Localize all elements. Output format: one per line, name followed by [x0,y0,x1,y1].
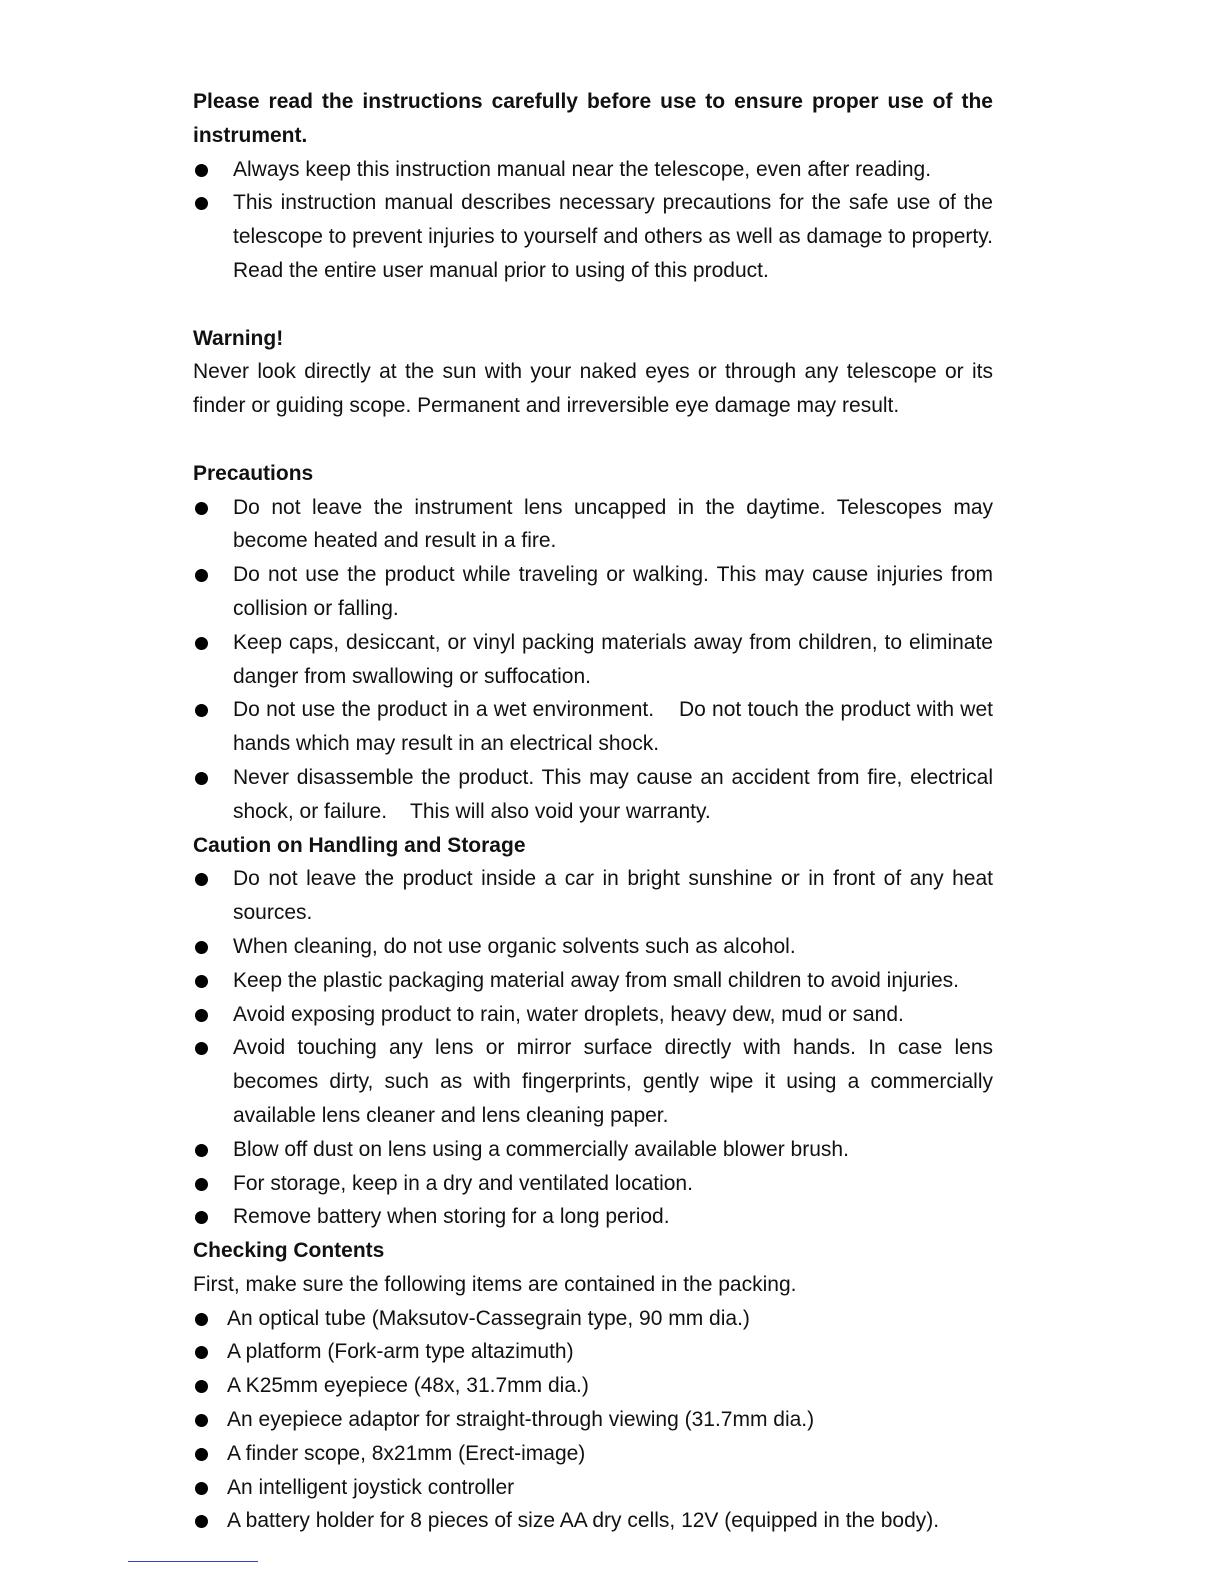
list-item: An intelligent joystick controller [193,1471,993,1505]
list-item: Remove battery when storing for a long period. [193,1200,993,1234]
warning-text: Never look directly at the sun with your naked eyes or through any telescope or its finder or guiding scope. Permanent and irreversible eye damage may result. [193,360,993,418]
list-item: Always keep this instruction manual near the telescope, even after reading. [193,153,993,187]
list-item: This instruction manual describes necessary precautions for the safe use of the telescope to prevent injuries to yourself and others as well as damage to property. Read the entire user manual prior to using of this product. [193,186,993,287]
footer-rule [128,1561,258,1562]
contents-heading: Checking Contents [193,1239,385,1263]
list-item: Avoid exposing product to rain, water droplets, heavy dew, mud or sand. [193,998,993,1032]
intro-heading: Please read the instructions carefully before use to ensure proper use of the instrument. [193,90,993,147]
bullet-icon [195,1515,208,1528]
contents-intro: First, make sure the following items are contained in the packing. [193,1272,797,1296]
bullet-icon [195,1178,208,1191]
bullet-icon [195,1211,208,1224]
bullet-icon [195,164,208,177]
bullet-icon [195,1482,208,1495]
list-item: Do not leave the product inside a car in bright sunshine or in front of any heat sources. [193,862,993,930]
list-item: A finder scope, 8x21mm (Erect-image) [193,1437,993,1471]
handling-heading: Caution on Handling and Storage [193,833,526,857]
list-item: Do not use the product in a wet environment. Do not touch the product with wet hands which may result in an electrical shock. [193,693,993,761]
bullet-icon [195,1042,208,1055]
bullet-icon [195,1009,208,1022]
list-item: An optical tube (Maksutov-Cassegrain type, 90 mm dia.) [193,1302,993,1336]
bullet-icon [195,941,208,954]
bullet-icon [195,1448,208,1461]
list-item: Never disassemble the product. This may cause an accident from fire, electrical shock, or failure. This will also void your warranty. [193,761,993,829]
precautions-heading: Precautions [193,461,314,485]
list-item: A battery holder for 8 pieces of size AA dry cells, 12V (equipped in the body). [193,1504,993,1538]
list-item: When cleaning, do not use organic solvents such as alcohol. [193,930,993,964]
bullet-icon [195,502,208,515]
list-item: Keep caps, desiccant, or vinyl packing materials away from children, to eliminate danger from swallowing or suffocation. [193,626,993,694]
list-item: A K25mm eyepiece (48x, 31.7mm dia.) [193,1369,993,1403]
list-item: Keep the plastic packaging material away from small children to avoid injuries. [193,964,993,998]
bullet-icon [195,873,208,886]
list-item: Avoid touching any lens or mirror surface directly with hands. In case lens becomes dirty, such as with fingerprints, gently wipe it using a commercially available lens cleaner and lens cleaning paper. [193,1031,993,1132]
list-item: Do not use the product while traveling or walking. This may cause injuries from collision or falling. [193,558,993,626]
bullet-icon [195,569,208,582]
list-item: Do not leave the instrument lens uncapped in the daytime. Telescopes may become heated and result in a fire. [193,491,993,559]
section-spacer [193,288,993,322]
bullet-icon [195,197,208,210]
handling-list [193,862,993,1234]
bullet-icon [195,637,208,650]
list-item: A platform (Fork-arm type altazimuth) [193,1335,993,1369]
warning-heading: Warning! [193,326,284,350]
bullet-icon [195,1346,208,1359]
bullet-icon [195,704,208,717]
list-item: For storage, keep in a dry and ventilated location. [193,1167,993,1201]
precautions-list [193,491,999,829]
intro-list [193,153,993,288]
bullet-icon [195,975,208,988]
manual-page [193,85,999,1538]
bullet-icon [195,772,208,785]
bullet-icon [195,1144,208,1157]
bullet-icon [195,1414,208,1427]
list-item: An eyepiece adaptor for straight-through viewing (31.7mm dia.) [193,1403,993,1437]
list-item: Blow off dust on lens using a commercially available blower brush. [193,1133,993,1167]
bullet-icon [195,1313,208,1326]
bullet-icon [195,1380,208,1393]
contents-list [193,1302,993,1539]
section-spacer [193,423,993,457]
